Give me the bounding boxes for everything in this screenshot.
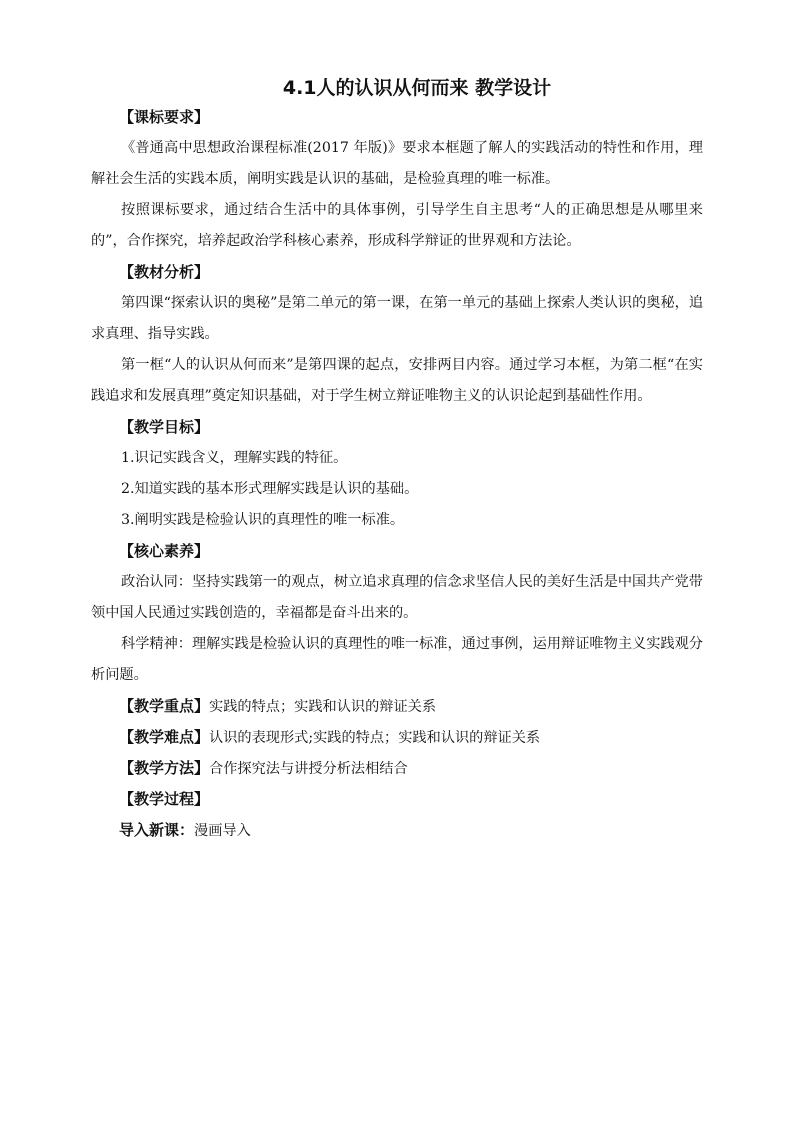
textbook-paragraph-1: 第四课“探索认识的奥秘”是第二单元的第一课，在第一单元的基础上探索人类认识的奥秘，追求真理、指导实践。 [91, 295, 704, 342]
textbook-paragraph-2: 第一框“人的认识从何而来”是第四课的起点，安排两目内容。通过学习本框，为第二框“在实践追求和发展真理”奠定知识基础，对于学生树立辩证唯物主义的认识论起到基础性作用。 [91, 357, 703, 404]
curriculum-paragraph-1: 《普通高中思想政治课程标准(2017 年版)》要求本框题了解人的实践活动的特性和作用，理解社会生活的实践本质，阐明实践是认识的基础，是检验真理的唯一标准。 [91, 140, 703, 187]
process-intro-row [91, 815, 703, 846]
key-points-label: 【教学重点】 [119, 697, 210, 715]
document-title: 4.1人的认识从何而来 教学设计 [282, 77, 552, 99]
process-intro-label: 导入新课： [119, 821, 195, 839]
literacy-paragraph-1: 政治认同：坚持实践第一的观点，树立追求真理的信念求坚信人民的美好生活是中国共产党带领中国人民通过实践创造的，幸福都是奋斗出来的。 [91, 574, 703, 621]
key-points-text: 实践的特点；实践和认识的辩证关系 [209, 699, 437, 715]
literacy-paragraph-2: 科学精神：理解实践是检验认识的真理性的唯一标准，通过事例，运用辩证唯物主义实践观分析问题。 [91, 636, 703, 683]
methods-label: 【教学方法】 [119, 759, 210, 777]
goal-item-3: 3.阐明实践是检验认识的真理性的唯一标准。 [121, 512, 405, 528]
curriculum-paragraph-2: 按照课标要求，通过结合生活中的具体事例，引导学生自主思考“人的正确思想是从哪里来的”，合作探究，培养起政治学科核心素养，形成科学辩证的世界观和方法论。 [91, 202, 703, 249]
difficulties-text: 认识的表现形式;实践的特点；实践和认识的辩证关系 [209, 730, 541, 746]
literacy-heading: 【核心素养】 [119, 542, 210, 560]
process-intro-text: 漫画导入 [194, 823, 251, 839]
document-content [91, 74, 703, 846]
methods-text: 合作探究法与讲授分析法相结合 [209, 761, 408, 777]
curriculum-heading: 【课标要求】 [119, 108, 210, 126]
goal-item-2: 2.知道实践的基本形式理解实践是认识的基础。 [121, 481, 419, 497]
goal-item-1: 1.识记实践含义，理解实践的特征。 [121, 450, 348, 466]
textbook-heading: 【教材分析】 [119, 263, 210, 281]
methods-row [91, 753, 703, 784]
difficulties-row [91, 722, 703, 753]
key-points-row [91, 691, 703, 722]
process-heading: 【教学过程】 [119, 790, 210, 808]
difficulties-label: 【教学难点】 [119, 728, 210, 746]
goals-heading: 【教学目标】 [119, 418, 210, 436]
